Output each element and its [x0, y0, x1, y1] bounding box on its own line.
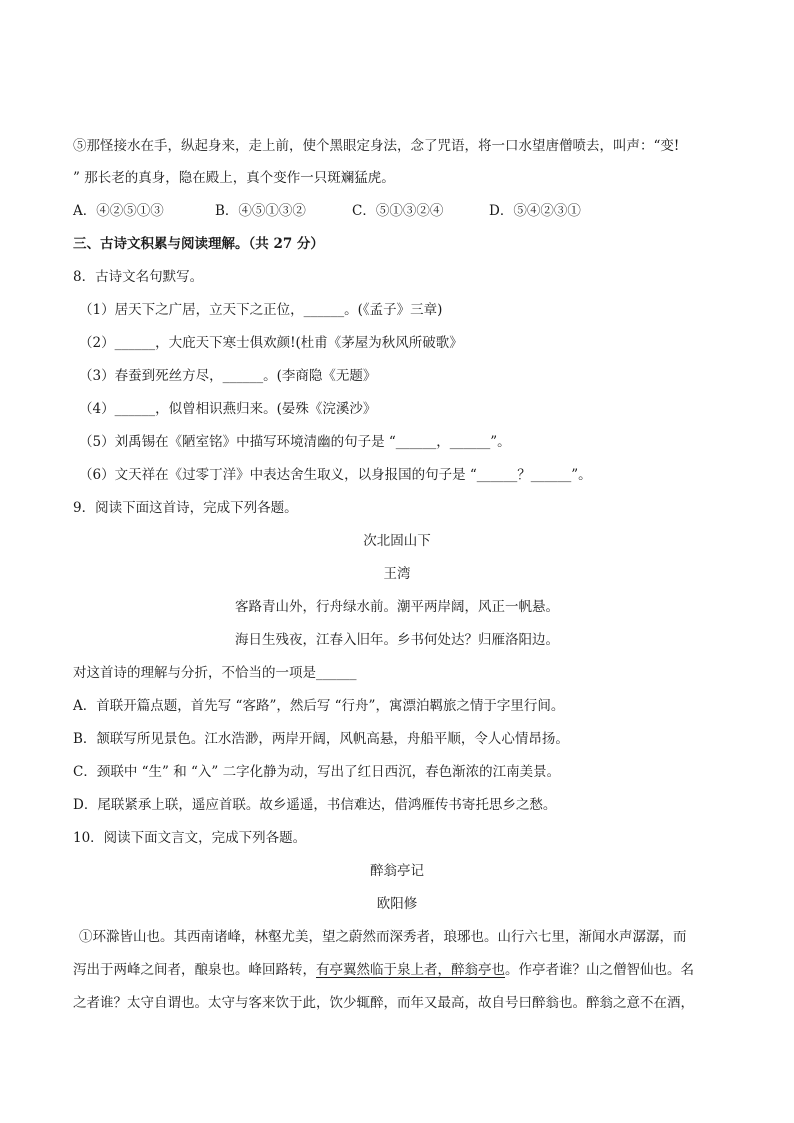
section-title: 三、古诗文积累与阅读理解。（共 27 分） [73, 236, 324, 252]
q7-item5-line1: ⑤那怪接水在手，纵起身来，走上前，使个黑眼定身法，念了咒语，将一口水望唐僧喷去，叫声：“变! [73, 138, 680, 154]
q8-item-4: （4）______，似曾相识燕归来。(晏殊《浣溪沙》 [79, 401, 377, 417]
q7-options [73, 200, 723, 222]
q9-choice-c[interactable]: C．颈联中 “生” 和 “入” 二字化静为动，写出了红日西沉，春色渐浓的江南美景。 [73, 764, 561, 780]
q7-item5-line2: ” 那长老的真身，隐在殿上，真个变作一只斑斓猛虎。 [73, 170, 395, 186]
poem-line-1: 客路青山外，行舟绿水前。潮平两岸阔，风正一帆悬。 [235, 599, 559, 615]
essay-para1-line2 [73, 959, 723, 981]
poem-line-2: 海日生残夜，江春入旧年。乡书何处达？归雁洛阳边。 [235, 632, 559, 648]
q8-item-2: （2）______，大庇天下寒士俱欢颜!(杜甫《茅屋为秋风所破歌》 [79, 335, 463, 351]
essay-para1-line3: 之者谁？太守自谓也。太守与客来饮于此，饮少辄醉，而年又最高，故自号曰醉翁也。醉翁之意不在酒， [73, 995, 694, 1011]
q7-option-a[interactable]: A．④②⑤①③ [73, 203, 164, 219]
q9-choice-d[interactable]: D．尾联紧承上联，遥应首联。故乡遥遥，书信难达，借鸿雁传书寄托思乡之愁。 [73, 797, 557, 813]
q10-stem: 10．阅读下面文言文，完成下列各题。 [73, 830, 307, 846]
essay-line2-start: 泻出于两峰之间者，酿泉也。峰回路转， [73, 962, 316, 978]
q7-option-b[interactable]: B．④⑤①③② [215, 203, 306, 219]
underlined-sentence: 有亭翼然临于泉上者，醉翁亭也 [316, 962, 505, 978]
q9-stem: 9．阅读下面这首诗，完成下列各题。 [73, 500, 298, 516]
q8-item-1: （1）居天下之广居，立天下之正位，______。(《孟子》三章) [79, 302, 443, 318]
q7-option-d[interactable]: D．⑤④②③① [489, 203, 581, 219]
poem-title: 次北固山下 [363, 533, 431, 549]
q8-item-3: （3）春蚕到死丝方尽，______。(李商隐《无题》 [79, 368, 377, 384]
essay-para1-line1: ①环滁皆山也。其西南诸峰，林壑尤美，望之蔚然而深秀者，琅琊也。山行六七里，渐闻水声潺潺，而 [79, 929, 687, 945]
q9-choice-a[interactable]: A．首联开篇点题，首先写 “客路”，然后写 “行舟”，寓漂泊羁旅之情于字里行间。 [73, 698, 565, 714]
essay-author: 欧阳修 [376, 896, 418, 912]
essay-line2-end: 。作亭者谁？山之僧智仙也。名 [505, 962, 694, 978]
q9-choice-b[interactable]: B．颔联写所见景色。江水浩渺，两岸开阔，风帆高悬，舟船平顺，令人心情昂扬。 [73, 731, 569, 747]
q9-question: 对这首诗的理解与分折，不恰当的一项是______ [73, 665, 357, 681]
poem-author: 王湾 [383, 566, 411, 582]
q7-option-c[interactable]: C．⑤①③②④ [352, 203, 444, 219]
q8-item-6: （6）文天祥在《过零丁洋》中表达舍生取义，以身报国的句子是 “______？______”。 [79, 467, 592, 483]
essay-title: 醉翁亭记 [370, 863, 424, 879]
q8-item-5: （5）刘禹锡在《陋室铭》中描写环境清幽的句子是 “______，______”。 [79, 434, 511, 450]
q8-stem: 8．古诗文名句默写。 [73, 269, 204, 285]
